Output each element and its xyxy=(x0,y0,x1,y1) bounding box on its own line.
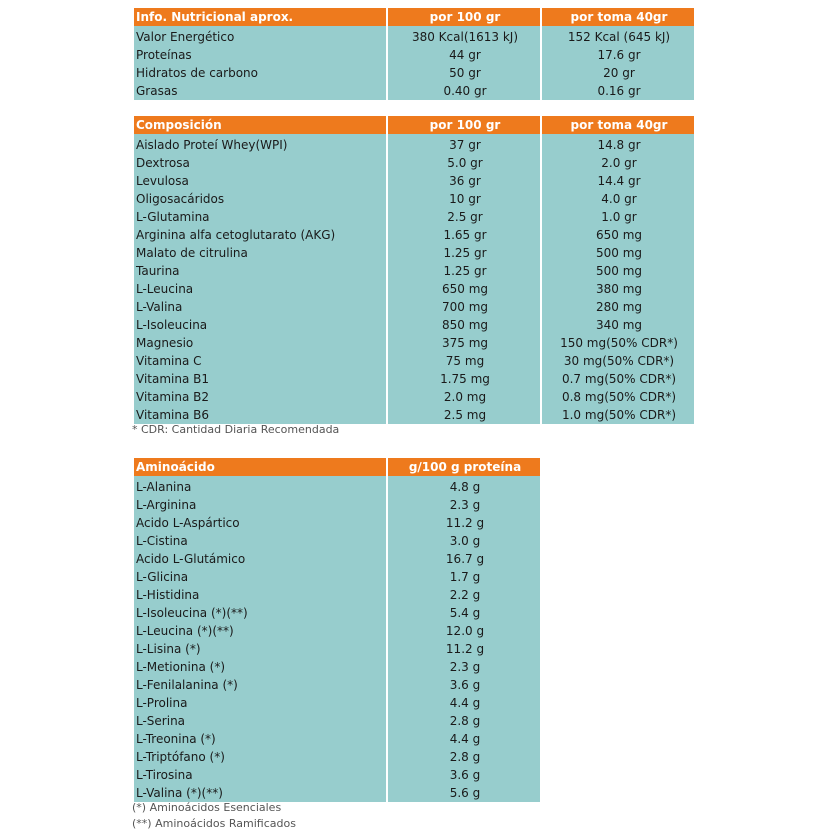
row-label: Acido L-Glutámico xyxy=(134,550,386,568)
table-row xyxy=(134,514,540,532)
row-value: 4.4 g xyxy=(388,730,540,748)
row-label: L-Valina xyxy=(134,298,386,316)
table-row xyxy=(134,262,694,280)
row-value: 0.16 gr xyxy=(542,82,694,100)
row-label: L-Triptófano (*) xyxy=(134,748,386,766)
row-label: Vitamina B1 xyxy=(134,370,386,388)
table-row xyxy=(134,82,694,100)
row-label: L-Arginina xyxy=(134,496,386,514)
nutrition-header-name: Info. Nutricional aprox. xyxy=(134,8,386,26)
row-value: 11.2 g xyxy=(388,514,540,532)
row-label: L-Tirosina xyxy=(134,766,386,784)
row-label: L-Leucina (*)(**) xyxy=(134,622,386,640)
table-row xyxy=(134,334,694,352)
aminoacid-header-value: g/100 g proteína xyxy=(388,458,540,476)
table-row xyxy=(134,134,694,154)
row-value: 2.5 mg xyxy=(388,406,540,424)
composition-header-name: Composición xyxy=(134,116,386,134)
aminoacid-header-name: Aminoácido xyxy=(134,458,386,476)
row-value: 4.8 g xyxy=(388,476,540,496)
row-value: 650 mg xyxy=(388,280,540,298)
row-label: L-Glicina xyxy=(134,568,386,586)
row-value: 2.2 g xyxy=(388,586,540,604)
row-value: 2.0 mg xyxy=(388,388,540,406)
row-value: 340 mg xyxy=(542,316,694,334)
nutrition-table-body xyxy=(134,26,694,100)
row-value: 4.0 gr xyxy=(542,190,694,208)
row-value: 5.4 g xyxy=(388,604,540,622)
aminoacid-table xyxy=(132,458,542,802)
row-value: 11.2 g xyxy=(388,640,540,658)
table-row xyxy=(134,748,540,766)
row-value: 12.0 g xyxy=(388,622,540,640)
table-row xyxy=(134,172,694,190)
row-label: Taurina xyxy=(134,262,386,280)
row-value: 1.65 gr xyxy=(388,226,540,244)
table-row xyxy=(134,622,540,640)
row-value: 375 mg xyxy=(388,334,540,352)
aminoacid-table-body xyxy=(134,476,540,802)
table-row xyxy=(134,604,540,622)
row-value: 280 mg xyxy=(542,298,694,316)
row-label: Valor Energético xyxy=(134,26,386,46)
table-row xyxy=(134,388,694,406)
row-value: 700 mg xyxy=(388,298,540,316)
row-value: 50 gr xyxy=(388,64,540,82)
row-value: 500 mg xyxy=(542,262,694,280)
row-label: Vitamina B2 xyxy=(134,388,386,406)
table-row xyxy=(134,226,694,244)
row-value: 850 mg xyxy=(388,316,540,334)
composition-table xyxy=(132,116,696,424)
table-row xyxy=(134,370,694,388)
table-row xyxy=(134,532,540,550)
row-label: Dextrosa xyxy=(134,154,386,172)
row-value: 1.75 mg xyxy=(388,370,540,388)
row-value: 2.8 g xyxy=(388,712,540,730)
row-value: 1.0 mg(50% CDR*) xyxy=(542,406,694,424)
table-row xyxy=(134,766,540,784)
table-row xyxy=(134,190,694,208)
row-value: 75 mg xyxy=(388,352,540,370)
row-value: 380 Kcal(1613 kJ) xyxy=(388,26,540,46)
row-value: 10 gr xyxy=(388,190,540,208)
row-label: Aislado Proteí Whey(WPI) xyxy=(134,134,386,154)
table-row xyxy=(134,568,540,586)
row-label: Vitamina C xyxy=(134,352,386,370)
row-label: L-Alanina xyxy=(134,476,386,496)
row-value: 0.40 gr xyxy=(388,82,540,100)
row-label: L-Valina (*)(**) xyxy=(134,784,386,802)
row-value: 2.5 gr xyxy=(388,208,540,226)
row-label: L-Prolina xyxy=(134,694,386,712)
row-value: 0.7 mg(50% CDR*) xyxy=(542,370,694,388)
table-row xyxy=(134,352,694,370)
row-label: L-Leucina xyxy=(134,280,386,298)
row-label: Hidratos de carbono xyxy=(134,64,386,82)
table-row xyxy=(134,586,540,604)
row-value: 14.8 gr xyxy=(542,134,694,154)
row-label: Malato de citrulina xyxy=(134,244,386,262)
row-value: 0.8 mg(50% CDR*) xyxy=(542,388,694,406)
table-row xyxy=(134,208,694,226)
row-value: 14.4 gr xyxy=(542,172,694,190)
row-label: Grasas xyxy=(134,82,386,100)
composition-header-row xyxy=(134,116,694,134)
row-label: Oligosacáridos xyxy=(134,190,386,208)
row-label: Magnesio xyxy=(134,334,386,352)
row-value: 3.0 g xyxy=(388,532,540,550)
row-label: L-Isoleucina (*)(**) xyxy=(134,604,386,622)
row-label: Vitamina B6 xyxy=(134,406,386,424)
row-value: 2.3 g xyxy=(388,658,540,676)
row-value: 5.0 gr xyxy=(388,154,540,172)
row-value: 1.0 gr xyxy=(542,208,694,226)
table-row xyxy=(134,476,540,496)
table-row xyxy=(134,730,540,748)
row-label: L-Fenilalanina (*) xyxy=(134,676,386,694)
row-value: 5.6 g xyxy=(388,784,540,802)
row-value: 1.7 g xyxy=(388,568,540,586)
table-row xyxy=(134,316,694,334)
row-value: 17.6 gr xyxy=(542,46,694,64)
table-row xyxy=(134,46,694,64)
row-label: Arginina alfa cetoglutarato (AKG) xyxy=(134,226,386,244)
row-value: 1.25 gr xyxy=(388,244,540,262)
row-label: L-Treonina (*) xyxy=(134,730,386,748)
row-value: 500 mg xyxy=(542,244,694,262)
row-value: 20 gr xyxy=(542,64,694,82)
row-value: 3.6 g xyxy=(388,676,540,694)
aminoacid-header-row xyxy=(134,458,540,476)
nutrition-header-perserving: por toma 40gr xyxy=(542,8,694,26)
row-value: 2.3 g xyxy=(388,496,540,514)
essential-footnote: (*) Aminoácidos Esenciales xyxy=(132,801,282,814)
table-row xyxy=(134,658,540,676)
row-value: 44 gr xyxy=(388,46,540,64)
table-row xyxy=(134,244,694,262)
row-value: 380 mg xyxy=(542,280,694,298)
table-row xyxy=(134,64,694,82)
row-label: L-Isoleucina xyxy=(134,316,386,334)
table-row xyxy=(134,712,540,730)
row-label: Proteínas xyxy=(134,46,386,64)
row-value: 37 gr xyxy=(388,134,540,154)
row-label: L-Histidina xyxy=(134,586,386,604)
row-value: 2.0 gr xyxy=(542,154,694,172)
table-row xyxy=(134,676,540,694)
row-value: 1.25 gr xyxy=(388,262,540,280)
row-label: L-Metionina (*) xyxy=(134,658,386,676)
nutrition-header-per100: por 100 gr xyxy=(388,8,540,26)
nutrition-header-row xyxy=(134,8,694,26)
row-value: 650 mg xyxy=(542,226,694,244)
row-value: 152 Kcal (645 kJ) xyxy=(542,26,694,46)
row-label: L-Lisina (*) xyxy=(134,640,386,658)
branched-footnote: (**) Aminoácidos Ramificados xyxy=(132,817,296,830)
table-row xyxy=(134,496,540,514)
composition-header-per100: por 100 gr xyxy=(388,116,540,134)
row-label: Levulosa xyxy=(134,172,386,190)
row-value: 4.4 g xyxy=(388,694,540,712)
composition-header-perserving: por toma 40gr xyxy=(542,116,694,134)
table-row xyxy=(134,694,540,712)
row-value: 30 mg(50% CDR*) xyxy=(542,352,694,370)
table-row xyxy=(134,298,694,316)
table-row xyxy=(134,154,694,172)
row-value: 150 mg(50% CDR*) xyxy=(542,334,694,352)
table-row xyxy=(134,26,694,46)
row-label: L-Serina xyxy=(134,712,386,730)
row-value: 36 gr xyxy=(388,172,540,190)
row-label: L-Cistina xyxy=(134,532,386,550)
row-label: Acido L-Aspártico xyxy=(134,514,386,532)
row-value: 3.6 g xyxy=(388,766,540,784)
table-row xyxy=(134,280,694,298)
row-label: L-Glutamina xyxy=(134,208,386,226)
table-row xyxy=(134,640,540,658)
cdr-footnote: * CDR: Cantidad Diaria Recomendada xyxy=(132,423,340,436)
row-value: 16.7 g xyxy=(388,550,540,568)
row-value: 2.8 g xyxy=(388,748,540,766)
nutrition-table xyxy=(132,8,696,100)
table-row xyxy=(134,550,540,568)
composition-table-body xyxy=(134,134,694,424)
